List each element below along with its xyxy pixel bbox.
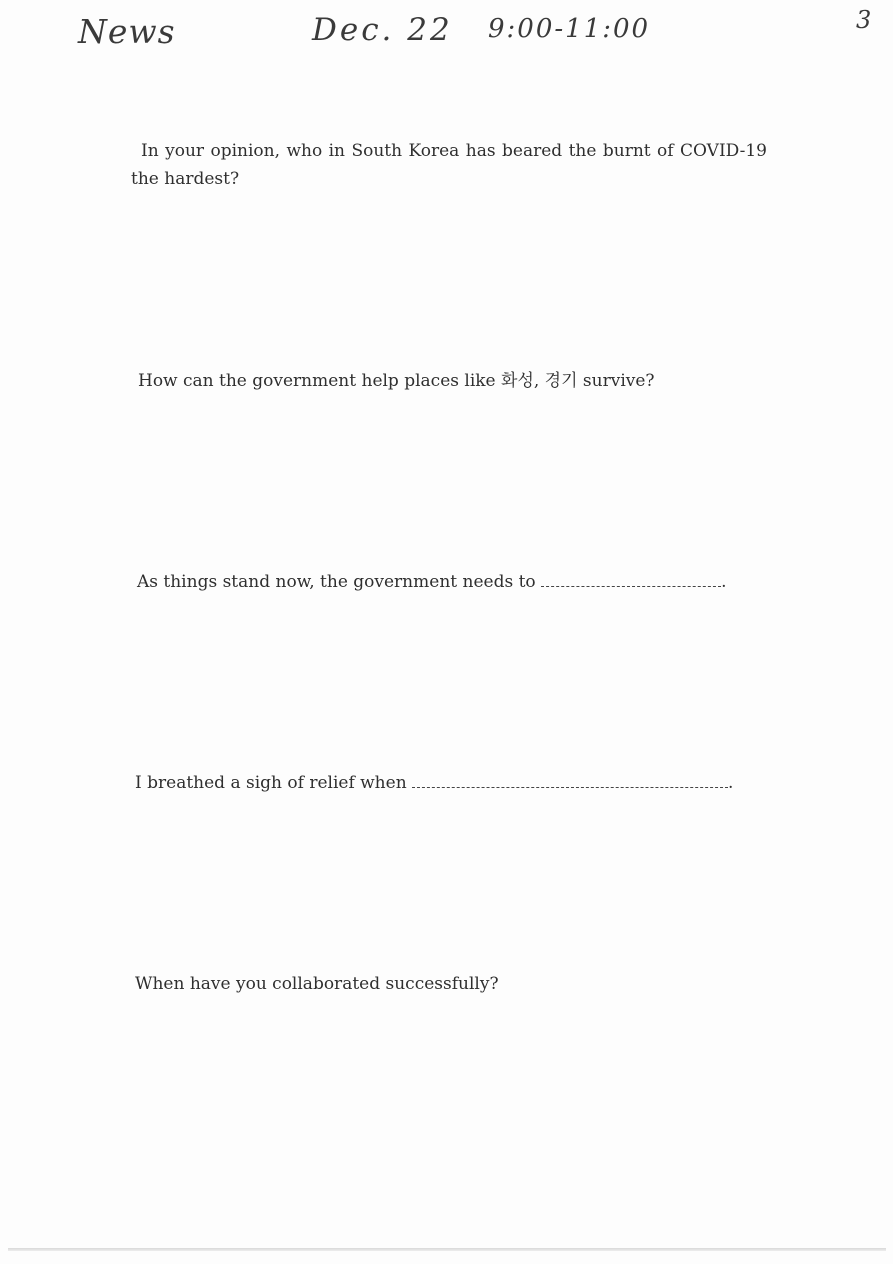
question-4-prefix: I breathed a sigh of relief when — [135, 773, 413, 793]
answer-blank-4[interactable] — [412, 771, 728, 788]
question-4 — [135, 769, 765, 797]
question-5: When have you collaborated successfully? — [135, 974, 499, 994]
question-4-suffix: . — [728, 773, 734, 793]
question-1 — [131, 137, 767, 193]
answer-blank-3[interactable] — [541, 570, 721, 587]
handwritten-page-number: 3 — [856, 6, 873, 34]
question-3-suffix: . — [721, 572, 727, 592]
question-2: How can the government help places like 화성, 경기 survive? — [138, 371, 655, 391]
question-3 — [137, 568, 767, 596]
handwritten-date: Dec. 22 — [312, 12, 453, 48]
scan-edge-line — [8, 1248, 886, 1251]
question-3-prefix: As things stand now, the government needs to — [137, 572, 542, 592]
question-1-text: In your opinion, who in South Korea has beared the burnt of COVID-19 the hardest? — [131, 141, 767, 189]
handwritten-subject: News — [78, 12, 176, 51]
handwritten-time: 9:00-11:00 — [488, 14, 651, 44]
